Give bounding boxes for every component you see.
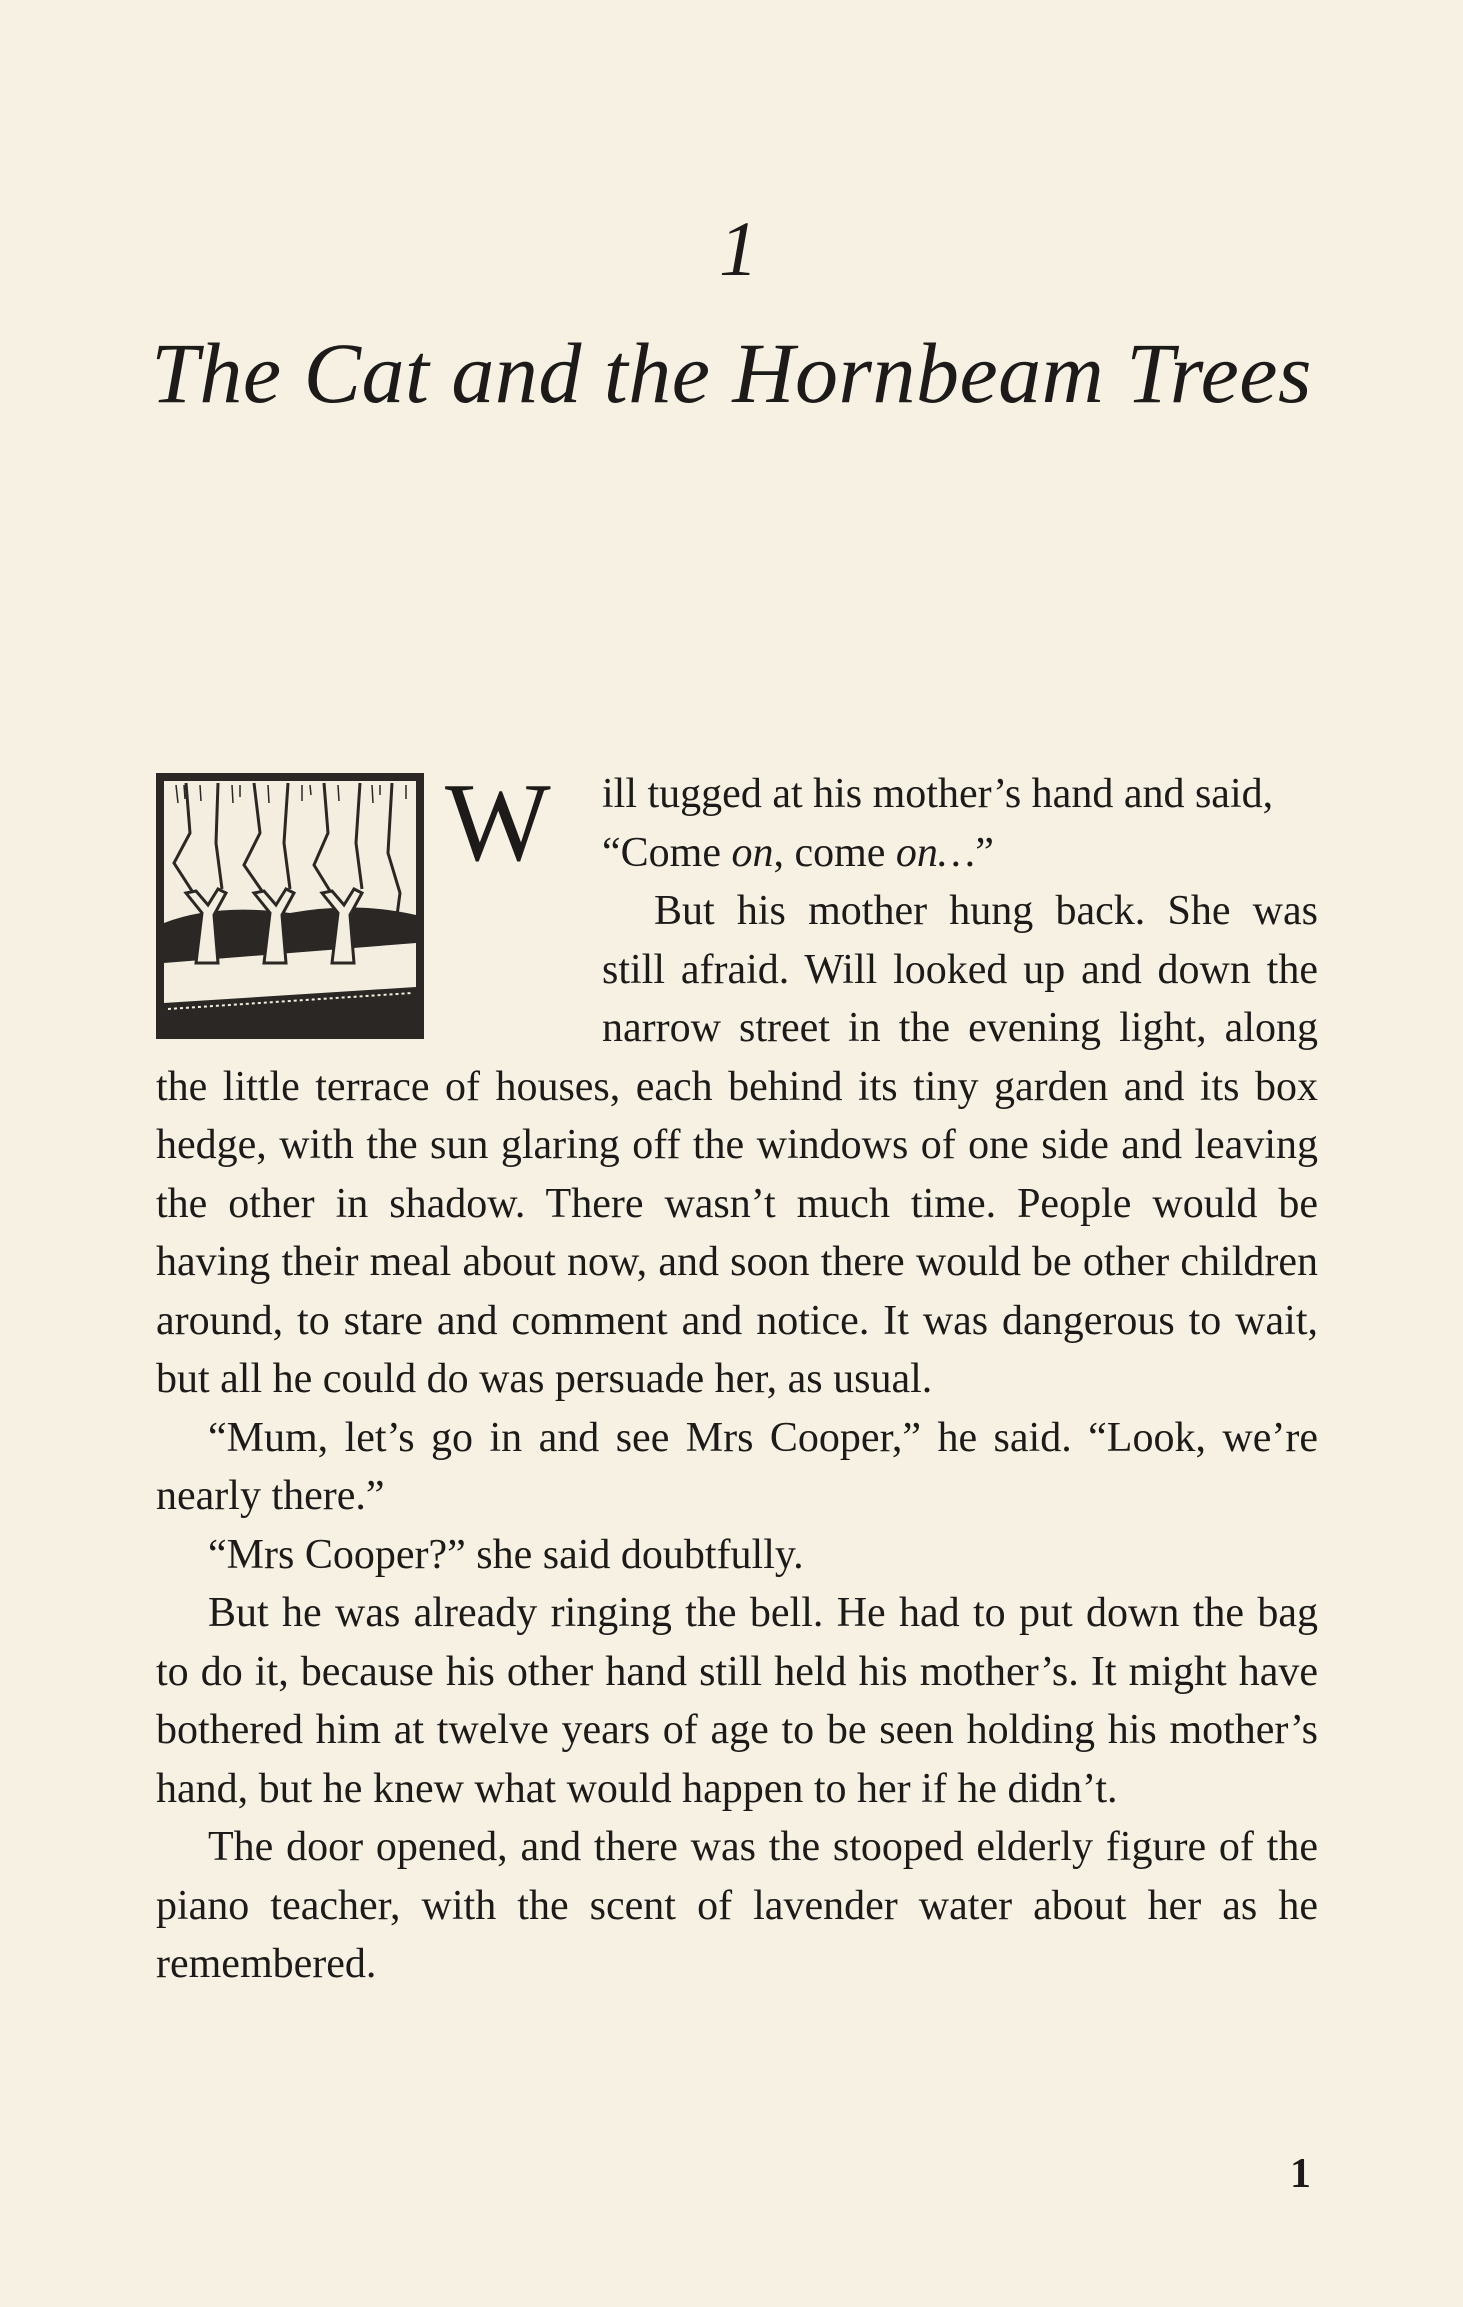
quote-middle: , come xyxy=(773,829,896,876)
paragraph-3: “Mum, let’s go in and see Mrs Cooper,” he said. “Look, we’re nearly there.” xyxy=(156,1414,1318,1519)
emphasis-on-2: on… xyxy=(895,829,976,876)
quote-open: “Come xyxy=(602,829,732,876)
emphasis-on-1: on xyxy=(731,829,774,876)
quote-close: ” xyxy=(975,829,994,876)
drop-cap: W xyxy=(445,761,551,885)
page-number: 1 xyxy=(1290,2151,1311,2197)
paragraph-4: “Mrs Cooper?” she said doubtfully. xyxy=(208,1531,804,1578)
chapter-number: 1 xyxy=(719,205,758,292)
paragraph-1-line-1: ill tugged at his mother’s hand and said, xyxy=(602,771,1274,817)
chapter-body xyxy=(156,761,1318,1994)
paragraph-6: The door opened, and there was the stooped elderly figure of the piano teacher, with the scent of lavender water about her as he remembered. xyxy=(156,1824,1318,1987)
hornbeam-trees-woodcut-icon xyxy=(156,773,424,1039)
chapter-title: The Cat and the Hornbeam Trees xyxy=(151,325,1312,421)
paragraph-2-rest: of houses, each behind its tiny garden and its box hedge, with the sun glaring off the windows of one side and leaving the other in shadow. There wasn’t much time. People would be having their meal about now, and soon there would be other children around, to stare and comment and notice. It was dangerous to wait, but all he could do was persuade her, as usual. xyxy=(156,1063,1318,1402)
paragraph-5: But he was already ringing the bell. He had to put down the bag to do it, because his other hand still held his mother’s. It might have bothered him at twelve years of age to be seen holding his mother’s hand, but he knew what would happen to her if he didn’t. xyxy=(156,1590,1318,1812)
drop-cap-block xyxy=(156,761,602,1057)
paragraph-2-head: But his mother hung back. She was still afraid. Will looked up and down the narrow street in the evening light, along the little terrace xyxy=(156,888,1318,1110)
